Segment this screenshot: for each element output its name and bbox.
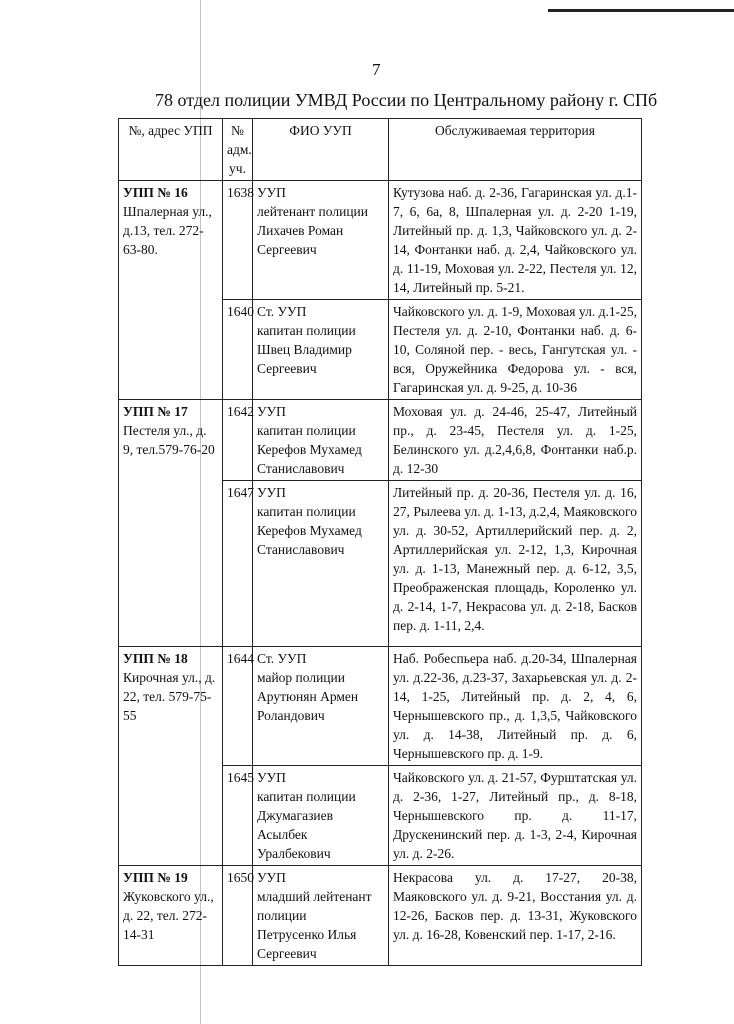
upp-name: УПП № 18 [123,651,188,666]
territory-table [118,118,642,966]
table-row [119,866,642,966]
officer-line: лейтенант полиции [257,204,368,219]
upp-address: Пестеля ул., д. 9, тел.579-76-20 [123,423,215,457]
officer-cell [253,181,389,300]
scan-artifact-line [548,9,734,12]
officer-cell [253,481,389,647]
officer-line: полиции [257,908,307,923]
header-adm: № адм. уч. [223,119,253,181]
territory-cell: Литейный пр. д. 20-36, Пестеля ул. д. 16, 27, Рылеева ул. д. 1-13, д.2,4, Маяковского ул. д. 30-52, Артиллерийский пер. д. 2, Артиллерийская ул. 2-12, 1,3, Кирочная ул. д. 1-13, Манежный пер. д. 6-12, 3,5, Преображенская площадь, Короленко ул. д. 2-14, 1-7, Некрасова ул. д. 2-18, Басков пер. д. 1-11, 2,4. [389,481,642,647]
header-fio: ФИО УУП [253,119,389,181]
upp-cell [119,866,223,966]
officer-line: Роландович [257,708,325,723]
upp-name: УПП № 19 [123,870,188,885]
table-row [119,181,642,300]
document-title: 78 отдел полиции УМВД России по Центральному району г. СПб [155,90,658,110]
territory-cell: Моховая ул. д. 24-46, 25-47, Литейный пр., д. 23-45, Пестеля ул. д. 1-25, Белинского ул. д.2,4,6,8, Фонтанки наб.р. д. 12-30 [389,400,642,481]
upp-name: УПП № 17 [123,404,188,419]
officer-line: Сергеевич [257,242,317,257]
adm-number: 1638 [223,181,253,300]
officer-line: Уралбекович [257,846,331,861]
upp-address: Жуковского ул., д. 22, тел. 272-14-31 [123,889,214,942]
officer-line: УУП [257,185,286,200]
officer-cell [253,300,389,400]
territory-cell: Чайковского ул. д. 21-57, Фурштатская ул. д. 2-36, 1-27, Литейный пр., д. 8-18, Чернышевского пр. д. 11-17, Друскенинский пер. д. 1-3, 2-4, Кирочная ул. д. 2-26. [389,766,642,866]
officer-line: УУП [257,404,286,419]
officer-line: Сергеевич [257,946,317,961]
officer-cell [253,866,389,966]
officer-cell [253,400,389,481]
table-row [119,647,642,766]
adm-number: 1647 [223,481,253,647]
officer-line: капитан полиции [257,323,356,338]
upp-name: УПП № 16 [123,185,188,200]
territory-cell: Некрасова ул. д. 17-27, 20-38, Маяковского ул. д. 9-21, Восстания ул. д. 12-26, Басков пер. д. 13-31, Жуковского ул. д. 16-28, Ковенский пер. 1-17, 2-16. [389,866,642,966]
adm-number: 1645 [223,766,253,866]
territory-cell: Наб. Робеспьера наб. д.20-34, Шпалерная ул. д.22-36, д.23-37, Захарьевская ул. д. 2-14, 1-25, Литейный пр. д. 2, 4, 6, Чернышевского пр., д. 1,3,5, Чайковского ул. д. 14-38, Литейный пр. д. 6, Чернышевского пр. д. 1-9. [389,647,642,766]
territory-cell: Кутузова наб. д. 2-36, Гагаринская ул. д.1-7, 6, 6а, 8, Шпалерная ул. д. 2-20 1-19, Литейный пр. д. 1,3, Чайковского ул. д. 2-14, Фонтанки наб. д. 2,4, Чайковского ул. д. 11-19, Моховая ул. 2-22, Пестеля ул. 12, 14, Литейный пр. 5-21. [389,181,642,300]
territory-cell: Чайковского ул. д. 1-9, Моховая ул. д.1-25, Пестеля ул. д. 2-10, Фонтанки наб. д. 6-10, Соляной пер. - весь, Гангутская ул. - вся, Оружейника Федорова ул. - вся, Гагаринская ул. д. 9-25, д. 10-36 [389,300,642,400]
table-header-row [119,119,642,181]
upp-address: Кирочная ул., д. 22, тел. 579-75-55 [123,670,216,723]
page-number: 7 [372,60,381,79]
officer-line: Станиславович [257,542,345,557]
header-upp: №, адрес УПП [119,119,223,181]
officer-line: УУП [257,770,286,785]
officer-line: УУП [257,870,286,885]
adm-number: 1642 [223,400,253,481]
adm-number: 1640 [223,300,253,400]
officer-line: Сергеевич [257,361,317,376]
upp-cell [119,181,223,400]
adm-number: 1650 [223,866,253,966]
officer-line: Швец Владимир [257,342,352,357]
officer-line: Джумагазиев [257,808,334,823]
officer-line: Ст. УУП [257,651,307,666]
officer-line: Петрусенко Илья [257,927,357,942]
table-row [119,400,642,481]
table-body [119,181,642,966]
upp-address: Шпалерная ул., д.13, тел. 272-63-80. [123,204,212,257]
officer-line: Лихачев Роман [257,223,344,238]
officer-line: капитан полиции [257,504,356,519]
officer-cell [253,766,389,866]
adm-number: 1644 [223,647,253,766]
officer-line: Керефов Мухамед [257,523,362,538]
officer-cell [253,647,389,766]
officer-line: Асылбек [257,827,308,842]
officer-line: капитан полиции [257,423,356,438]
officer-line: младший лейтенант [257,889,372,904]
officer-line: Арутюнян Армен [257,689,359,704]
upp-cell [119,400,223,647]
officer-line: капитан полиции [257,789,356,804]
officer-line: майор полиции [257,670,345,685]
officer-line: Керефов Мухамед [257,442,362,457]
officer-line: Ст. УУП [257,304,307,319]
officer-line: Станиславович [257,461,345,476]
officer-line: УУП [257,485,286,500]
header-territory: Обслуживаемая территория [389,119,642,181]
upp-cell [119,647,223,866]
